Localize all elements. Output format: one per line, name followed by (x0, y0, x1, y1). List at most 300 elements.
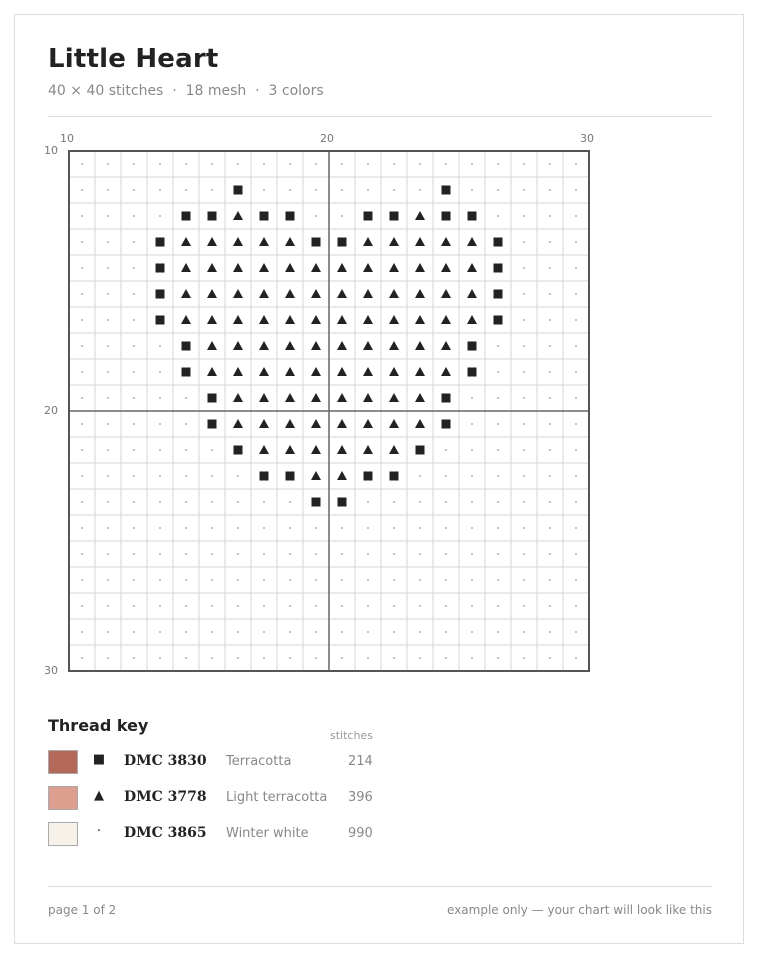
stitch-triangle-icon (259, 263, 269, 272)
stitch-triangle-icon (181, 237, 191, 246)
stitch-dot-icon (133, 163, 135, 165)
stitch-dot-icon (575, 553, 577, 555)
stitch-dot-icon (289, 657, 291, 659)
stitch-dot-icon (133, 527, 135, 529)
stitch-dot-icon (575, 423, 577, 425)
stitch-dot-icon (133, 631, 135, 633)
stitch-dot-icon (81, 553, 83, 555)
stitch-triangle-icon (285, 419, 295, 428)
stitch-dot-icon (81, 371, 83, 373)
stitch-dot-icon (367, 189, 369, 191)
stitch-triangle-icon (441, 341, 451, 350)
stitch-dot-icon (393, 527, 395, 529)
thread-stitch-count: 214 (348, 754, 373, 769)
stitch-dot-icon (575, 267, 577, 269)
stitch-dot-icon (523, 579, 525, 581)
stitch-square-icon (182, 368, 191, 377)
stitch-dot-icon (549, 163, 551, 165)
stitch-dot-icon (445, 501, 447, 503)
stitch-square-icon (156, 290, 165, 299)
stitch-square-icon (260, 212, 269, 221)
stitch-dot-icon (185, 475, 187, 477)
stitch-triangle-icon (259, 237, 269, 246)
stitch-dot-icon (237, 631, 239, 633)
stitch-dot-icon (575, 215, 577, 217)
stitch-triangle-icon (259, 289, 269, 298)
thread-row-dmc-3778 (48, 786, 448, 812)
stitch-square-icon (442, 212, 451, 221)
stitch-dot-icon (419, 189, 421, 191)
stitch-square-icon (468, 342, 477, 351)
stitch-triangle-icon (311, 341, 321, 350)
stitch-dot-icon (289, 631, 291, 633)
stitch-dot-icon (211, 475, 213, 477)
stitch-dot-icon (107, 241, 109, 243)
stitch-triangle-icon (337, 419, 347, 428)
stitch-dot-icon (549, 215, 551, 217)
thread-code: DMC 3778 (124, 789, 207, 805)
stitch-dot-icon (185, 631, 187, 633)
stitch-triangle-icon (415, 289, 425, 298)
stitch-dot-icon (575, 293, 577, 295)
stitch-dot-icon (211, 449, 213, 451)
stitch-triangle-icon (467, 263, 477, 272)
stitch-dot-icon (315, 215, 317, 217)
dot-symbol-icon: · (96, 824, 102, 839)
stitch-triangle-icon (285, 289, 295, 298)
stitch-dot-icon (575, 449, 577, 451)
stitch-dot-icon (211, 163, 213, 165)
stitch-triangle-icon (389, 289, 399, 298)
stitch-dot-icon (523, 501, 525, 503)
stitch-dot-icon (549, 397, 551, 399)
stitch-dot-icon (367, 163, 369, 165)
stitch-dot-icon (419, 657, 421, 659)
stitch-dot-icon (575, 371, 577, 373)
stitch-dot-icon (549, 189, 551, 191)
stitch-triangle-icon (467, 237, 477, 246)
stitch-dot-icon (315, 553, 317, 555)
stitch-triangle-icon (259, 315, 269, 324)
stitch-square-icon (364, 212, 373, 221)
stitch-dot-icon (263, 553, 265, 555)
stitch-dot-icon (133, 319, 135, 321)
stitch-square-icon (260, 472, 269, 481)
stitch-dot-icon (315, 631, 317, 633)
stitch-triangle-icon (285, 367, 295, 376)
stitch-dot-icon (523, 475, 525, 477)
stitch-square-icon (156, 316, 165, 325)
stitch-triangle-icon (233, 393, 243, 402)
stitch-dot-icon (575, 605, 577, 607)
stitch-dot-icon (107, 189, 109, 191)
stitch-dot-icon (445, 657, 447, 659)
stitch-triangle-icon (337, 315, 347, 324)
stitch-dot-icon (497, 189, 499, 191)
stitch-dot-icon (549, 631, 551, 633)
stitch-dot-icon (367, 527, 369, 529)
stitch-triangle-icon (181, 315, 191, 324)
stitch-dot-icon (263, 527, 265, 529)
stitch-dot-icon (549, 423, 551, 425)
stitch-dot-icon (237, 579, 239, 581)
stitch-triangle-icon (337, 393, 347, 402)
stitch-dot-icon (575, 579, 577, 581)
stitch-dot-icon (497, 657, 499, 659)
stitch-triangle-icon (207, 289, 217, 298)
stitch-triangle-icon (285, 393, 295, 402)
stitch-triangle-icon (285, 315, 295, 324)
stitch-dot-icon (575, 475, 577, 477)
stitch-dot-icon (81, 241, 83, 243)
stitch-dot-icon (367, 657, 369, 659)
stitch-triangle-icon (259, 341, 269, 350)
stitch-grid (68, 150, 590, 672)
stitch-dot-icon (289, 579, 291, 581)
stitch-dot-icon (341, 215, 343, 217)
stitch-dot-icon (81, 189, 83, 191)
stitch-dot-icon (471, 579, 473, 581)
stitch-triangle-icon (311, 393, 321, 402)
stitch-dot-icon (367, 605, 369, 607)
stitch-triangle-icon (259, 367, 269, 376)
stitch-square-icon (182, 342, 191, 351)
footer-divider (48, 886, 712, 887)
stitch-triangle-icon (467, 315, 477, 324)
stitch-triangle-icon (415, 211, 425, 220)
stitch-triangle-icon (415, 315, 425, 324)
stitch-triangle-icon (441, 289, 451, 298)
stitch-triangle-icon (389, 341, 399, 350)
stitch-dot-icon (107, 423, 109, 425)
stitch-dot-icon (549, 553, 551, 555)
stitch-triangle-icon (441, 315, 451, 324)
stitch-dot-icon (133, 267, 135, 269)
stitch-dot-icon (81, 293, 83, 295)
stitch-dot-icon (523, 345, 525, 347)
stitch-dot-icon (575, 527, 577, 529)
stitch-dot-icon (393, 631, 395, 633)
stitch-square-icon (442, 420, 451, 429)
stitch-square-icon (156, 238, 165, 247)
stitch-dot-icon (185, 501, 187, 503)
stitch-dot-icon (289, 189, 291, 191)
stitch-dot-icon (523, 423, 525, 425)
stitch-square-icon (338, 238, 347, 247)
stitch-dot-icon (211, 527, 213, 529)
stitch-dot-icon (159, 163, 161, 165)
stitch-dot-icon (133, 579, 135, 581)
stitch-triangle-icon (389, 419, 399, 428)
stitch-dot-icon (497, 605, 499, 607)
stitch-dot-icon (289, 501, 291, 503)
stitch-triangle-icon (363, 237, 373, 246)
stitch-square-icon (494, 316, 503, 325)
stitch-triangle-icon (207, 367, 217, 376)
stitch-dot-icon (471, 189, 473, 191)
stitch-dot-icon (107, 631, 109, 633)
stitch-triangle-icon (311, 471, 321, 480)
stitch-dot-icon (393, 605, 395, 607)
stitch-triangle-icon (337, 367, 347, 376)
stitch-square-icon (208, 212, 217, 221)
stitch-dot-icon (185, 527, 187, 529)
stitch-dot-icon (263, 501, 265, 503)
stitch-dot-icon (263, 163, 265, 165)
stitch-dot-icon (107, 345, 109, 347)
stitch-square-icon (234, 186, 243, 195)
stitch-triangle-icon (311, 315, 321, 324)
stitch-triangle-icon (389, 237, 399, 246)
stitch-dot-icon (289, 527, 291, 529)
stitch-triangle-icon (233, 341, 243, 350)
thread-swatch (48, 750, 78, 774)
stitch-dot-icon (185, 423, 187, 425)
stitch-dot-icon (549, 293, 551, 295)
stitch-triangle-icon (285, 263, 295, 272)
stitch-dot-icon (211, 631, 213, 633)
stitch-dot-icon (133, 215, 135, 217)
stitch-triangle-icon (233, 289, 243, 298)
thread-code: DMC 3830 (124, 753, 207, 769)
stitch-dot-icon (133, 605, 135, 607)
stitch-dot-icon (289, 553, 291, 555)
stitch-dot-icon (523, 605, 525, 607)
stitch-dot-icon (341, 605, 343, 607)
stitch-square-icon (156, 264, 165, 273)
stitch-dot-icon (367, 579, 369, 581)
pattern-subtitle: 40 × 40 stitches · 18 mesh · 3 colors (48, 83, 324, 99)
stitch-dot-icon (159, 423, 161, 425)
stitch-triangle-icon (337, 289, 347, 298)
stitch-dot-icon (81, 501, 83, 503)
stitch-dot-icon (159, 475, 161, 477)
stitch-dot-icon (575, 241, 577, 243)
stitch-dot-icon (393, 189, 395, 191)
stitch-dot-icon (237, 605, 239, 607)
stitch-dot-icon (263, 605, 265, 607)
stitch-dot-icon (445, 631, 447, 633)
stitch-dot-icon (107, 397, 109, 399)
stitch-dot-icon (549, 267, 551, 269)
stitch-triangle-icon (233, 419, 243, 428)
stitch-triangle-icon (233, 263, 243, 272)
stitch-dot-icon (133, 449, 135, 451)
thread-code: DMC 3865 (124, 825, 207, 841)
stitch-dot-icon (497, 371, 499, 373)
stitch-square-icon (312, 498, 321, 507)
stitch-dot-icon (159, 501, 161, 503)
stitch-triangle-icon (337, 445, 347, 454)
stitch-triangle-icon (259, 393, 269, 402)
row-label-30: 30 (44, 664, 58, 677)
stitch-dot-icon (211, 501, 213, 503)
stitch-triangle-icon (311, 289, 321, 298)
stitch-dot-icon (107, 527, 109, 529)
stitch-dot-icon (419, 163, 421, 165)
stitch-triangle-icon (337, 263, 347, 272)
stitch-dot-icon (497, 397, 499, 399)
stitch-triangle-icon (311, 419, 321, 428)
stitch-dot-icon (497, 553, 499, 555)
stitch-dot-icon (133, 293, 135, 295)
stitch-dot-icon (185, 397, 187, 399)
stitch-dot-icon (419, 475, 421, 477)
stitch-dot-icon (341, 527, 343, 529)
stitch-triangle-icon (207, 341, 217, 350)
stitch-dot-icon (445, 553, 447, 555)
stitch-triangle-icon (389, 263, 399, 272)
stitch-dot-icon (341, 163, 343, 165)
stitch-dot-icon (185, 189, 187, 191)
stitch-dot-icon (341, 553, 343, 555)
stitch-dot-icon (549, 241, 551, 243)
stitch-dot-icon (523, 241, 525, 243)
stitch-dot-icon (549, 501, 551, 503)
stitch-triangle-icon (415, 263, 425, 272)
stitch-dot-icon (471, 605, 473, 607)
stitch-dot-icon (575, 163, 577, 165)
stitch-square-icon (286, 212, 295, 221)
stitch-triangle-icon (311, 367, 321, 376)
stitch-dot-icon (159, 345, 161, 347)
stitch-dot-icon (549, 605, 551, 607)
stitch-dot-icon (445, 449, 447, 451)
stitch-square-icon (286, 472, 295, 481)
stitch-dot-icon (497, 579, 499, 581)
page-number: page 1 of 2 (48, 903, 117, 917)
column-label-10: 10 (60, 132, 74, 145)
stitch-dot-icon (159, 449, 161, 451)
stitch-dot-icon (393, 657, 395, 659)
thread-stitch-count: 990 (348, 826, 373, 841)
stitch-dot-icon (523, 449, 525, 451)
stitch-dot-icon (367, 553, 369, 555)
stitch-dot-icon (107, 605, 109, 607)
stitch-dot-icon (497, 449, 499, 451)
stitch-dot-icon (471, 631, 473, 633)
thread-key-title: Thread key (48, 716, 149, 735)
stitch-dot-icon (549, 579, 551, 581)
stitch-triangle-icon (337, 471, 347, 480)
stitch-dot-icon (263, 657, 265, 659)
stitch-dot-icon (497, 215, 499, 217)
stitch-dot-icon (471, 553, 473, 555)
stitch-square-icon (468, 368, 477, 377)
stitch-dot-icon (185, 449, 187, 451)
stitch-dot-icon (81, 605, 83, 607)
stitch-dot-icon (159, 605, 161, 607)
stitch-dot-icon (81, 527, 83, 529)
stitch-triangle-icon (415, 393, 425, 402)
stitch-square-icon (416, 446, 425, 455)
stitch-dot-icon (575, 189, 577, 191)
stitch-dot-icon (445, 579, 447, 581)
stitch-dot-icon (237, 475, 239, 477)
stitch-dot-icon (185, 579, 187, 581)
stitch-dot-icon (549, 657, 551, 659)
column-label-20: 20 (320, 132, 334, 145)
stitch-dot-icon (523, 319, 525, 321)
stitch-dot-icon (419, 527, 421, 529)
stitch-triangle-icon (363, 445, 373, 454)
stitch-triangle-icon (337, 341, 347, 350)
stitch-dot-icon (445, 605, 447, 607)
stitch-dot-icon (497, 423, 499, 425)
stitch-dot-icon (237, 163, 239, 165)
stitch-dot-icon (133, 657, 135, 659)
stitch-triangle-icon (441, 237, 451, 246)
stitch-dot-icon (81, 579, 83, 581)
stitch-dot-icon (341, 189, 343, 191)
stitch-dot-icon (159, 371, 161, 373)
thread-swatch (48, 786, 78, 810)
stitch-dot-icon (393, 163, 395, 165)
stitch-square-icon (364, 472, 373, 481)
stitch-dot-icon (133, 475, 135, 477)
stitch-triangle-icon (415, 419, 425, 428)
stitch-square-icon (182, 212, 191, 221)
stitch-dot-icon (237, 553, 239, 555)
stitch-dot-icon (393, 501, 395, 503)
stitch-dot-icon (523, 397, 525, 399)
stitch-dot-icon (315, 579, 317, 581)
stitch-square-icon (494, 290, 503, 299)
stitch-square-icon (234, 446, 243, 455)
thread-name: Terracotta (226, 754, 292, 769)
stitch-dot-icon (133, 501, 135, 503)
stitch-dot-icon (497, 527, 499, 529)
stitch-dot-icon (107, 553, 109, 555)
stitch-triangle-icon (363, 419, 373, 428)
stitch-dot-icon (81, 657, 83, 659)
stitch-dot-icon (523, 371, 525, 373)
stitch-square-icon (390, 472, 399, 481)
stitch-dot-icon (419, 605, 421, 607)
stitch-dot-icon (471, 397, 473, 399)
stitch-dot-icon (575, 345, 577, 347)
stitch-dot-icon (133, 371, 135, 373)
stitch-dot-icon (133, 553, 135, 555)
stitch-dot-icon (393, 553, 395, 555)
stitch-dot-icon (133, 189, 135, 191)
stitch-dot-icon (81, 215, 83, 217)
stitch-dot-icon (81, 267, 83, 269)
stitch-dot-icon (419, 579, 421, 581)
stitch-triangle-icon (389, 445, 399, 454)
stitch-dot-icon (523, 293, 525, 295)
stitch-triangle-icon (389, 393, 399, 402)
stitch-square-icon (442, 394, 451, 403)
stitch-dot-icon (445, 475, 447, 477)
stitch-dot-icon (471, 527, 473, 529)
stitch-triangle-icon (441, 367, 451, 376)
stitch-dot-icon (107, 293, 109, 295)
stitch-dot-icon (107, 501, 109, 503)
pattern-title: Little Heart (48, 44, 219, 74)
stitch-triangle-icon (415, 341, 425, 350)
stitch-dot-icon (523, 215, 525, 217)
stitch-dot-icon (523, 189, 525, 191)
stitch-dot-icon (315, 605, 317, 607)
stitch-dot-icon (575, 319, 577, 321)
stitch-dot-icon (81, 423, 83, 425)
stitch-dot-icon (523, 267, 525, 269)
stitch-square-icon (494, 264, 503, 273)
stitch-dot-icon (575, 631, 577, 633)
stitch-dot-icon (237, 527, 239, 529)
stitch-dot-icon (419, 501, 421, 503)
